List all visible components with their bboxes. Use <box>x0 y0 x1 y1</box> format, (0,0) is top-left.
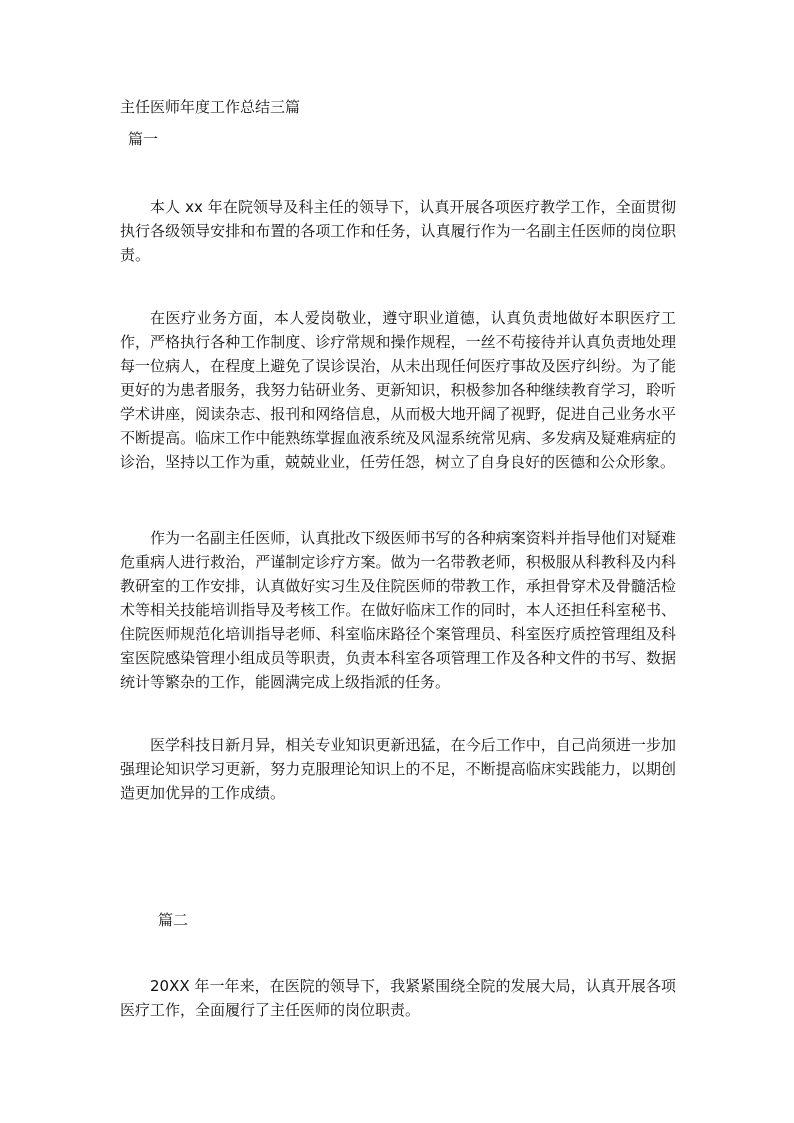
paragraph: 本人 xx 年在院领导及科主任的领导下，认真开展各项医疗教学工作，全面贯彻执行各级领导安排和布置的各项工作和任务，认真履行作为一名副主任医师的岗位职责。 <box>120 198 676 264</box>
paragraph: 作为一名副主任医师，认真批改下级医师书写的各种病案资料并指导他们对疑难危重病人进行救治，严谨制定诊疗方案。做为一名带教老师，积极服从科教科及内科教研室的工作安排，认真做好实习生及住院医师的带教工作，承担骨穿术及骨髓活检术等相关技能培训指导及考核工作。在做好临床工作的同时，本人还担任科室秘书、住院医师规范化培训指导老师、科室临床路径个案管理员、科室医疗质控管理组及科室医院感染管理小组成员等职责，负责本科室各项管理工作及各种文件的书写、数据统计等繁杂的工作，能圆满完成上级指派的任务。 <box>120 529 676 691</box>
paragraph: 在医疗业务方面，本人爱岗敬业，遵守职业道德，认真负责地做好本职医疗工作，严格执行各种工作制度、诊疗常规和操作规程，一丝不苟接待并认真负责地处理每一位病人，在程度上避免了误诊误治，从未出现任何医疗事故及医疗纠纷。为了能更好的为患者服务，我努力钻研业务、更新知识，积极参加各种继续教育学习，聆听学术讲座，阅读杂志、报刊和网络信息，从而极大地开阔了视野，促进自己业务水平不断提高。临床工作中能熟练掌握血液系统及风湿系统常见病、多发病及疑难病症的诊治，坚持以工作为重，兢兢业业，任劳任怨，树立了自身良好的医德和公众形象。 <box>120 309 676 471</box>
paragraph: 医学科技日新月异，相关专业知识更新迅猛，在今后工作中，自己尚须进一步加强理论知识学习更新，努力克服理论知识上的不足，不断提高临床实践能力，以期创造更加优异的工作成绩。 <box>120 736 676 802</box>
section-heading-1: 篇一 <box>128 130 159 148</box>
section-heading-2: 篇二 <box>158 911 189 929</box>
document-title: 主任医师年度工作总结三篇 <box>120 98 301 116</box>
paragraph: 20XX 年一年来，在医院的领导下，我紧紧围绕全院的发展大局，认真开展各项医疗工作，全面履行了主任医师的岗位职责。 <box>120 977 676 1019</box>
